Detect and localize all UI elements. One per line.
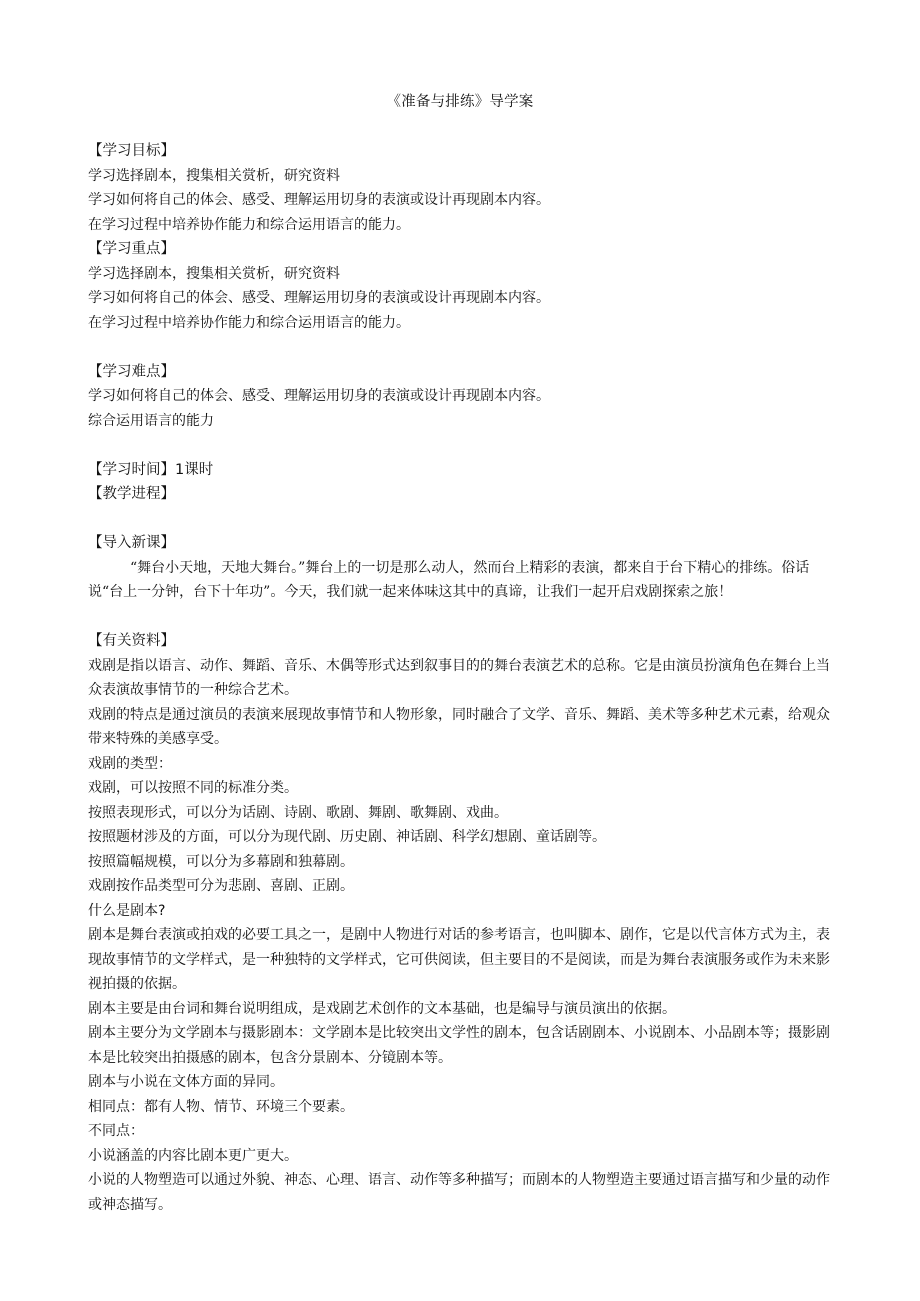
type-item: 戏剧，可以按照不同的标准分类。 bbox=[88, 780, 298, 796]
key-point-item: 学习选择剧本，搜集相关赏析，研究资料 bbox=[88, 265, 340, 282]
drama-definition: 戏剧是指以语言、动作、舞蹈、音乐、木偶等形式达到叙事目的的舞台表演艺术的总称。它是由演员扮演角色在舞台上当众表演故事情节的一种综合艺术。 bbox=[88, 657, 830, 698]
script-heading: 什么是剧本? bbox=[88, 902, 166, 919]
process-heading: 【教学进程】 bbox=[88, 486, 175, 502]
compare-heading: 剧本与小说在文体方面的异同。 bbox=[88, 1074, 284, 1090]
type-item: 按照题材涉及的方面，可以分为现代剧、历史剧、神话剧、科学幻想剧、童话剧等。 bbox=[88, 829, 606, 845]
drama-features bbox=[88, 703, 830, 752]
difficulty-item: 学习如何将自己的体会、感受、理解运用切身的表演或设计再现剧本内容。 bbox=[88, 388, 550, 404]
time-heading: 【学习时间】1课时 bbox=[88, 461, 214, 478]
type-item: 按照表现形式，可以分为话剧、诗剧、歌剧、舞剧、歌舞剧、戏曲。 bbox=[88, 804, 508, 821]
difference-paragraph: 小说涵盖的内容比剧本更广更大。 bbox=[88, 1147, 298, 1164]
types-heading: 戏剧的类型： bbox=[88, 755, 172, 772]
key-point-item: 学习如何将自己的体会、感受、理解运用切身的表演或设计再现剧本内容。 bbox=[88, 290, 550, 306]
script-paragraph: 剧本是舞台表演或拍戏的必要工具之一，是剧中人物进行对话的参考语言，也叫脚本、剧作，它是以代言体方式为主，表现故事情节的文学样式，是一种独特的文学样式，它可供阅读，但主要目的不是阅读，而是为舞台表演服务或作为未来影视拍摄的依据。 bbox=[88, 927, 830, 992]
script-paragraph: 剧本主要是由台词和舞台说明组成，是戏剧艺术创作的文本基础，也是编导与演员演出的依据。 bbox=[88, 1000, 676, 1017]
materials-heading: 【有关资料】 bbox=[88, 633, 175, 649]
goals-heading: 【学习目标】 bbox=[88, 143, 175, 159]
key-points-heading: 【学习重点】 bbox=[88, 241, 175, 257]
spacer bbox=[88, 605, 830, 630]
script-paragraph: 剧本主要分为文学剧本与摄影剧本：文学剧本是比较突出文学性的剧本，包含话剧剧本、小说剧本、小品剧本等；摄影剧本是比较突出拍摄感的剧本，包含分景剧本、分镜剧本等。 bbox=[88, 1025, 830, 1066]
difference-paragraph: 小说的人物塑造可以通过外貌、神态、心理、语言、动作等多种描写；而剧本的人物塑造主要通过语言描写和少量的动作或神态描写。 bbox=[88, 1172, 830, 1213]
goal-item: 在学习过程中培养协作能力和综合运用语言的能力。 bbox=[88, 216, 410, 233]
intro-paragraph: “舞台小天地，天地大舞台。”舞台上的一切是那么动人，然而台上精彩的表演，都来自于台下精心的排练。俗话说“台上一分钟，台下十年功”。今天，我们就一起来体味这其中的真谛，让我们一起开启戏剧探索之旅！ bbox=[88, 559, 810, 600]
intro-heading: 【导入新课】 bbox=[88, 535, 175, 551]
spacer bbox=[88, 335, 830, 360]
spacer bbox=[88, 433, 830, 458]
goal-item: 学习选择剧本，搜集相关赏析，研究资料 bbox=[88, 167, 340, 184]
document-title: 《准备与排练》导学案 bbox=[386, 94, 534, 110]
same-text: 都有人物、情节、环境三个要素。 bbox=[144, 1098, 354, 1115]
type-item: 戏剧按作品类型可分为悲剧、喜剧、正剧。 bbox=[88, 878, 354, 894]
type-item: 按照篇幅规模，可以分为多幕剧和独幕剧。 bbox=[88, 853, 354, 870]
features-lead: 戏剧的特点 bbox=[88, 706, 158, 723]
difficulties-heading: 【学习难点】 bbox=[88, 363, 175, 380]
goal-item: 学习如何将自己的体会、感受、理解运用切身的表演或设计再现剧本内容。 bbox=[88, 192, 550, 208]
same-lead: 相同点： bbox=[88, 1098, 144, 1115]
similarities bbox=[88, 1095, 830, 1120]
differences-heading: 不同点： bbox=[88, 1123, 144, 1139]
spacer bbox=[88, 507, 830, 532]
features-text: 是通过演员的表演来展现故事情节和人物形象，同时融合了文学、音乐、舞蹈、美术等多种艺术元素，给观众带来特殊的美感享受。 bbox=[88, 706, 830, 747]
document-body bbox=[88, 139, 830, 1217]
difficulty-item: 综合运用语言的能力 bbox=[88, 412, 214, 429]
key-point-item: 在学习过程中培养协作能力和综合运用语言的能力。 bbox=[88, 314, 410, 331]
